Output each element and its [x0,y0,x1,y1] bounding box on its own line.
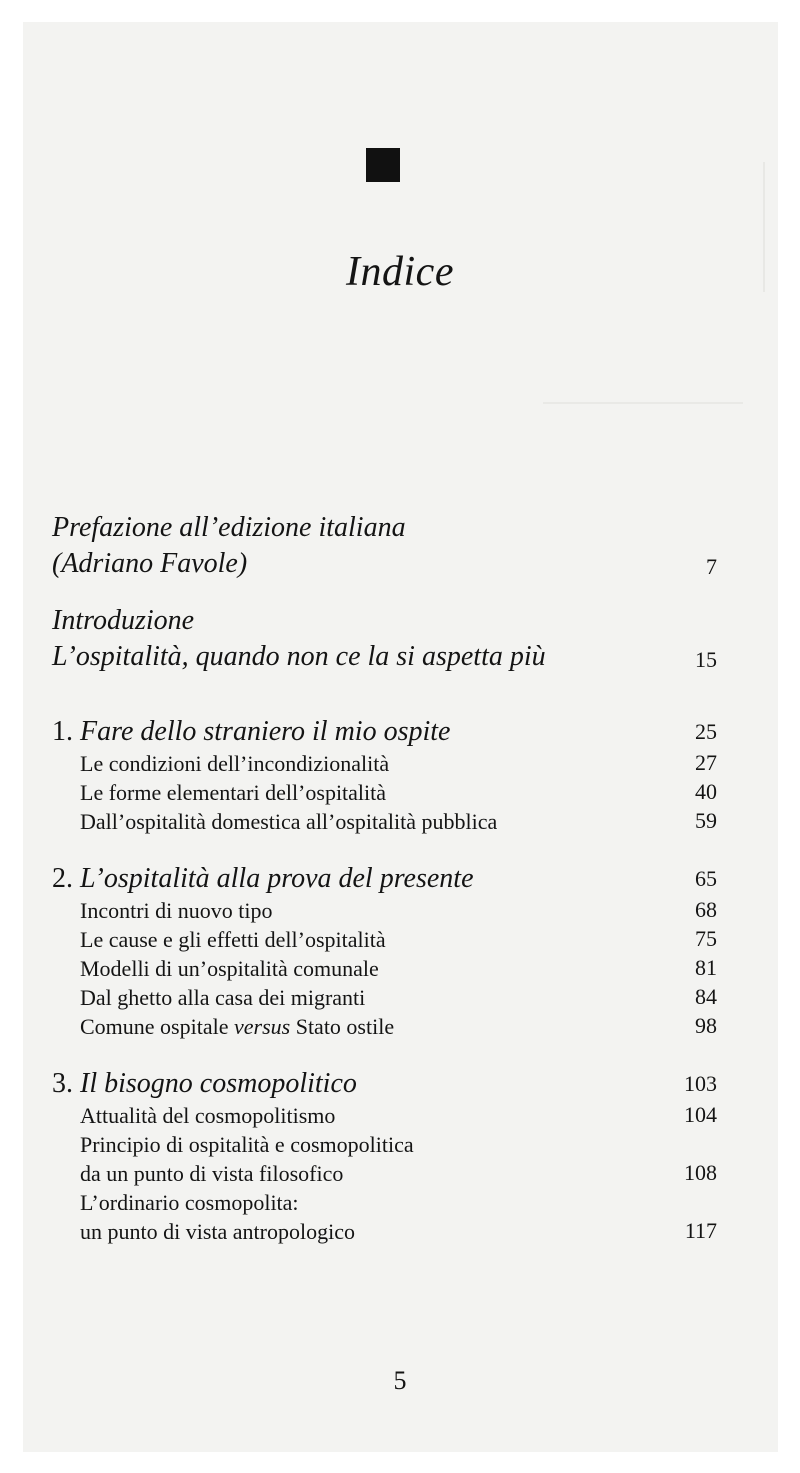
page-number: 59 [695,808,717,833]
show-through-texture [543,402,743,404]
toc-entry-line: Prefazione all’edizione italiana [52,512,406,543]
section-entry [52,1101,717,1130]
toc-entry-preface [52,510,717,582]
section-entry [52,954,717,983]
chapter-title: L’ospitalità alla prova del presente [80,863,474,894]
chapter-heading [52,1067,717,1101]
page-number: 84 [695,984,717,1009]
section-title-italic: versus [233,1014,291,1039]
section-title: Le forme elementari dell’ospitalità [80,780,387,805]
chapter-heading [52,862,717,896]
section-title: Le condizioni dell’incondizionalità [80,751,390,776]
section-entry [52,925,717,954]
chapter-number: 3. [52,1068,73,1099]
page-number: 98 [695,1013,717,1038]
page-number: 81 [695,955,717,980]
section-entry [52,778,717,807]
page-folio-number: 5 [393,1366,407,1395]
section-entry [52,1188,717,1246]
section-title: Modelli di un’ospitalità comunale [80,956,379,981]
section-title: L’ordinario cosmopolita: [80,1190,299,1215]
section-title-part: Comune ospitale [80,1014,234,1039]
section-title: Dall’ospitalità domestica all’ospitalità pubblica [80,809,498,834]
page-number: 25 [695,719,717,744]
page-number: 108 [684,1160,717,1185]
page-number: 40 [695,779,717,804]
section-entry [52,983,717,1012]
toc-entry-introduction [52,603,717,675]
table-of-contents [52,510,717,1246]
section-title: Le cause e gli effetti dell’ospitalità [80,927,386,952]
section-entry [52,749,717,778]
page-number: 65 [695,866,717,891]
page-number: 103 [684,1071,717,1096]
section-entry [52,1130,717,1188]
section-entry [52,807,717,836]
page-number: 27 [695,750,717,775]
section-title: Dal ghetto alla casa dei migranti [80,985,366,1010]
chapter-number: 1. [52,716,73,747]
page-number: 104 [684,1102,717,1127]
section-entry [52,896,717,925]
chapter-title: Fare dello straniero il mio ospite [80,716,451,747]
section-title: Principio di ospitalità e cosmopolitica [80,1132,414,1157]
page-number: 68 [695,897,717,922]
page-title: Indice [346,249,454,295]
page-number: 117 [684,1218,717,1243]
page-number: 7 [706,554,717,579]
toc-entry-line: Introduzione [52,605,195,636]
toc-entry-line: L’ospitalità, quando non ce la si aspetta più [52,641,546,672]
section-title: un punto di vista antropologico [80,1219,355,1244]
section-entry [52,1012,717,1041]
chapter-title: Il bisogno cosmopolitico [80,1068,357,1099]
section-title: Attualità del cosmopolitismo [80,1103,336,1128]
chapter-heading [52,715,717,749]
toc-entry-line: (Adriano Favole) [52,548,248,579]
section-title [80,1012,717,1041]
section-title: da un punto di vista filosofico [80,1161,344,1186]
page-number: 75 [695,926,717,951]
page-number: 15 [695,647,717,672]
chapter-marker-square [366,148,400,182]
section-title: Incontri di nuovo tipo [80,898,273,923]
chapter-number: 2. [52,863,73,894]
section-title-part: Stato ostile [290,1014,395,1039]
